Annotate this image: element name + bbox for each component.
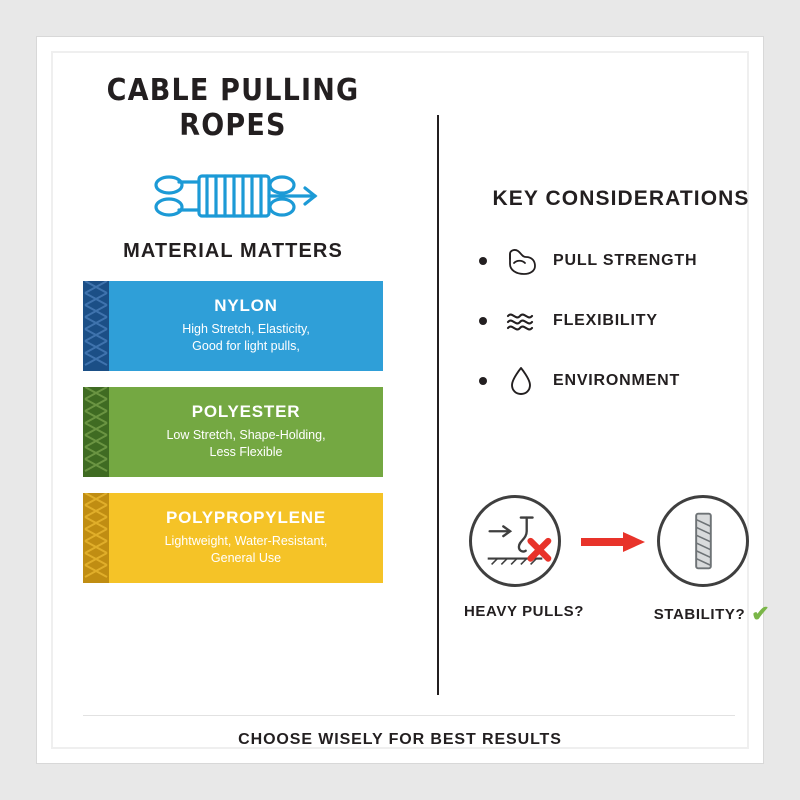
material-desc-line1: High Stretch, Elasticity, [182,322,310,337]
material-desc-line2: General Use [210,551,282,566]
rope-coil-icon [143,162,323,232]
decision-caption-stability [637,603,787,625]
material-text-nylon [109,281,383,371]
considerations-list [461,245,781,397]
footer-divider [83,715,735,716]
braid-texture-icon [83,281,109,371]
decision-caption-heavy-label: HEAVY PULLS? [464,603,584,620]
bullet-dot-icon [479,257,487,265]
material-card-polyester [83,387,383,477]
vertical-divider [437,115,439,695]
page-title: CABLE PULLING ROPES [106,73,360,144]
material-desc-line1: Lightweight, Water-Resistant, [164,534,328,549]
braid-texture-icon [83,493,109,583]
material-matters-heading: MATERIAL MATTERS [123,239,343,262]
infographic-card [36,36,771,764]
decision-caption-heavy [449,603,599,620]
waves-icon [505,305,539,337]
consideration-environment [479,365,781,397]
material-name: NYLON [214,296,278,316]
material-text-polypropylene [109,493,383,583]
decision-row [461,487,791,657]
right-arrow-icon [581,531,645,553]
decision-caption-stability-label: STABILITY? [653,605,746,623]
braid-texture-icon [83,387,109,477]
consideration-label: ENVIRONMENT [553,372,681,389]
material-name: POLYESTER [191,402,301,422]
material-card-polypropylene [83,493,383,583]
material-name: POLYPROPYLENE [166,508,326,528]
key-considerations-heading: KEY CONSIDERATIONS [492,187,750,210]
material-desc-line2: Less Flexible [209,445,283,460]
consideration-flexibility [479,305,781,337]
footer-text: CHOOSE WISELY FOR BEST RESULTS [238,731,562,748]
check-mark-icon: ✔ [751,601,771,626]
water-drop-icon [505,365,539,397]
flexed-bicep-icon [505,245,539,277]
bullet-dot-icon [479,317,487,325]
right-column [461,187,781,425]
consideration-pull-strength [479,245,781,277]
hook-with-x-icon [469,495,561,587]
material-list [83,281,383,583]
material-desc-line1: Low Stretch, Shape-Holding, [166,428,326,443]
left-column [83,73,383,599]
steel-cable-icon [657,495,749,587]
consideration-label: PULL STRENGTH [553,252,698,269]
consideration-label: FLEXIBILITY [553,312,658,329]
bullet-dot-icon [479,377,487,385]
material-desc-line2: Good for light pulls, [192,339,300,354]
material-card-nylon [83,281,383,371]
material-text-polyester [109,387,383,477]
